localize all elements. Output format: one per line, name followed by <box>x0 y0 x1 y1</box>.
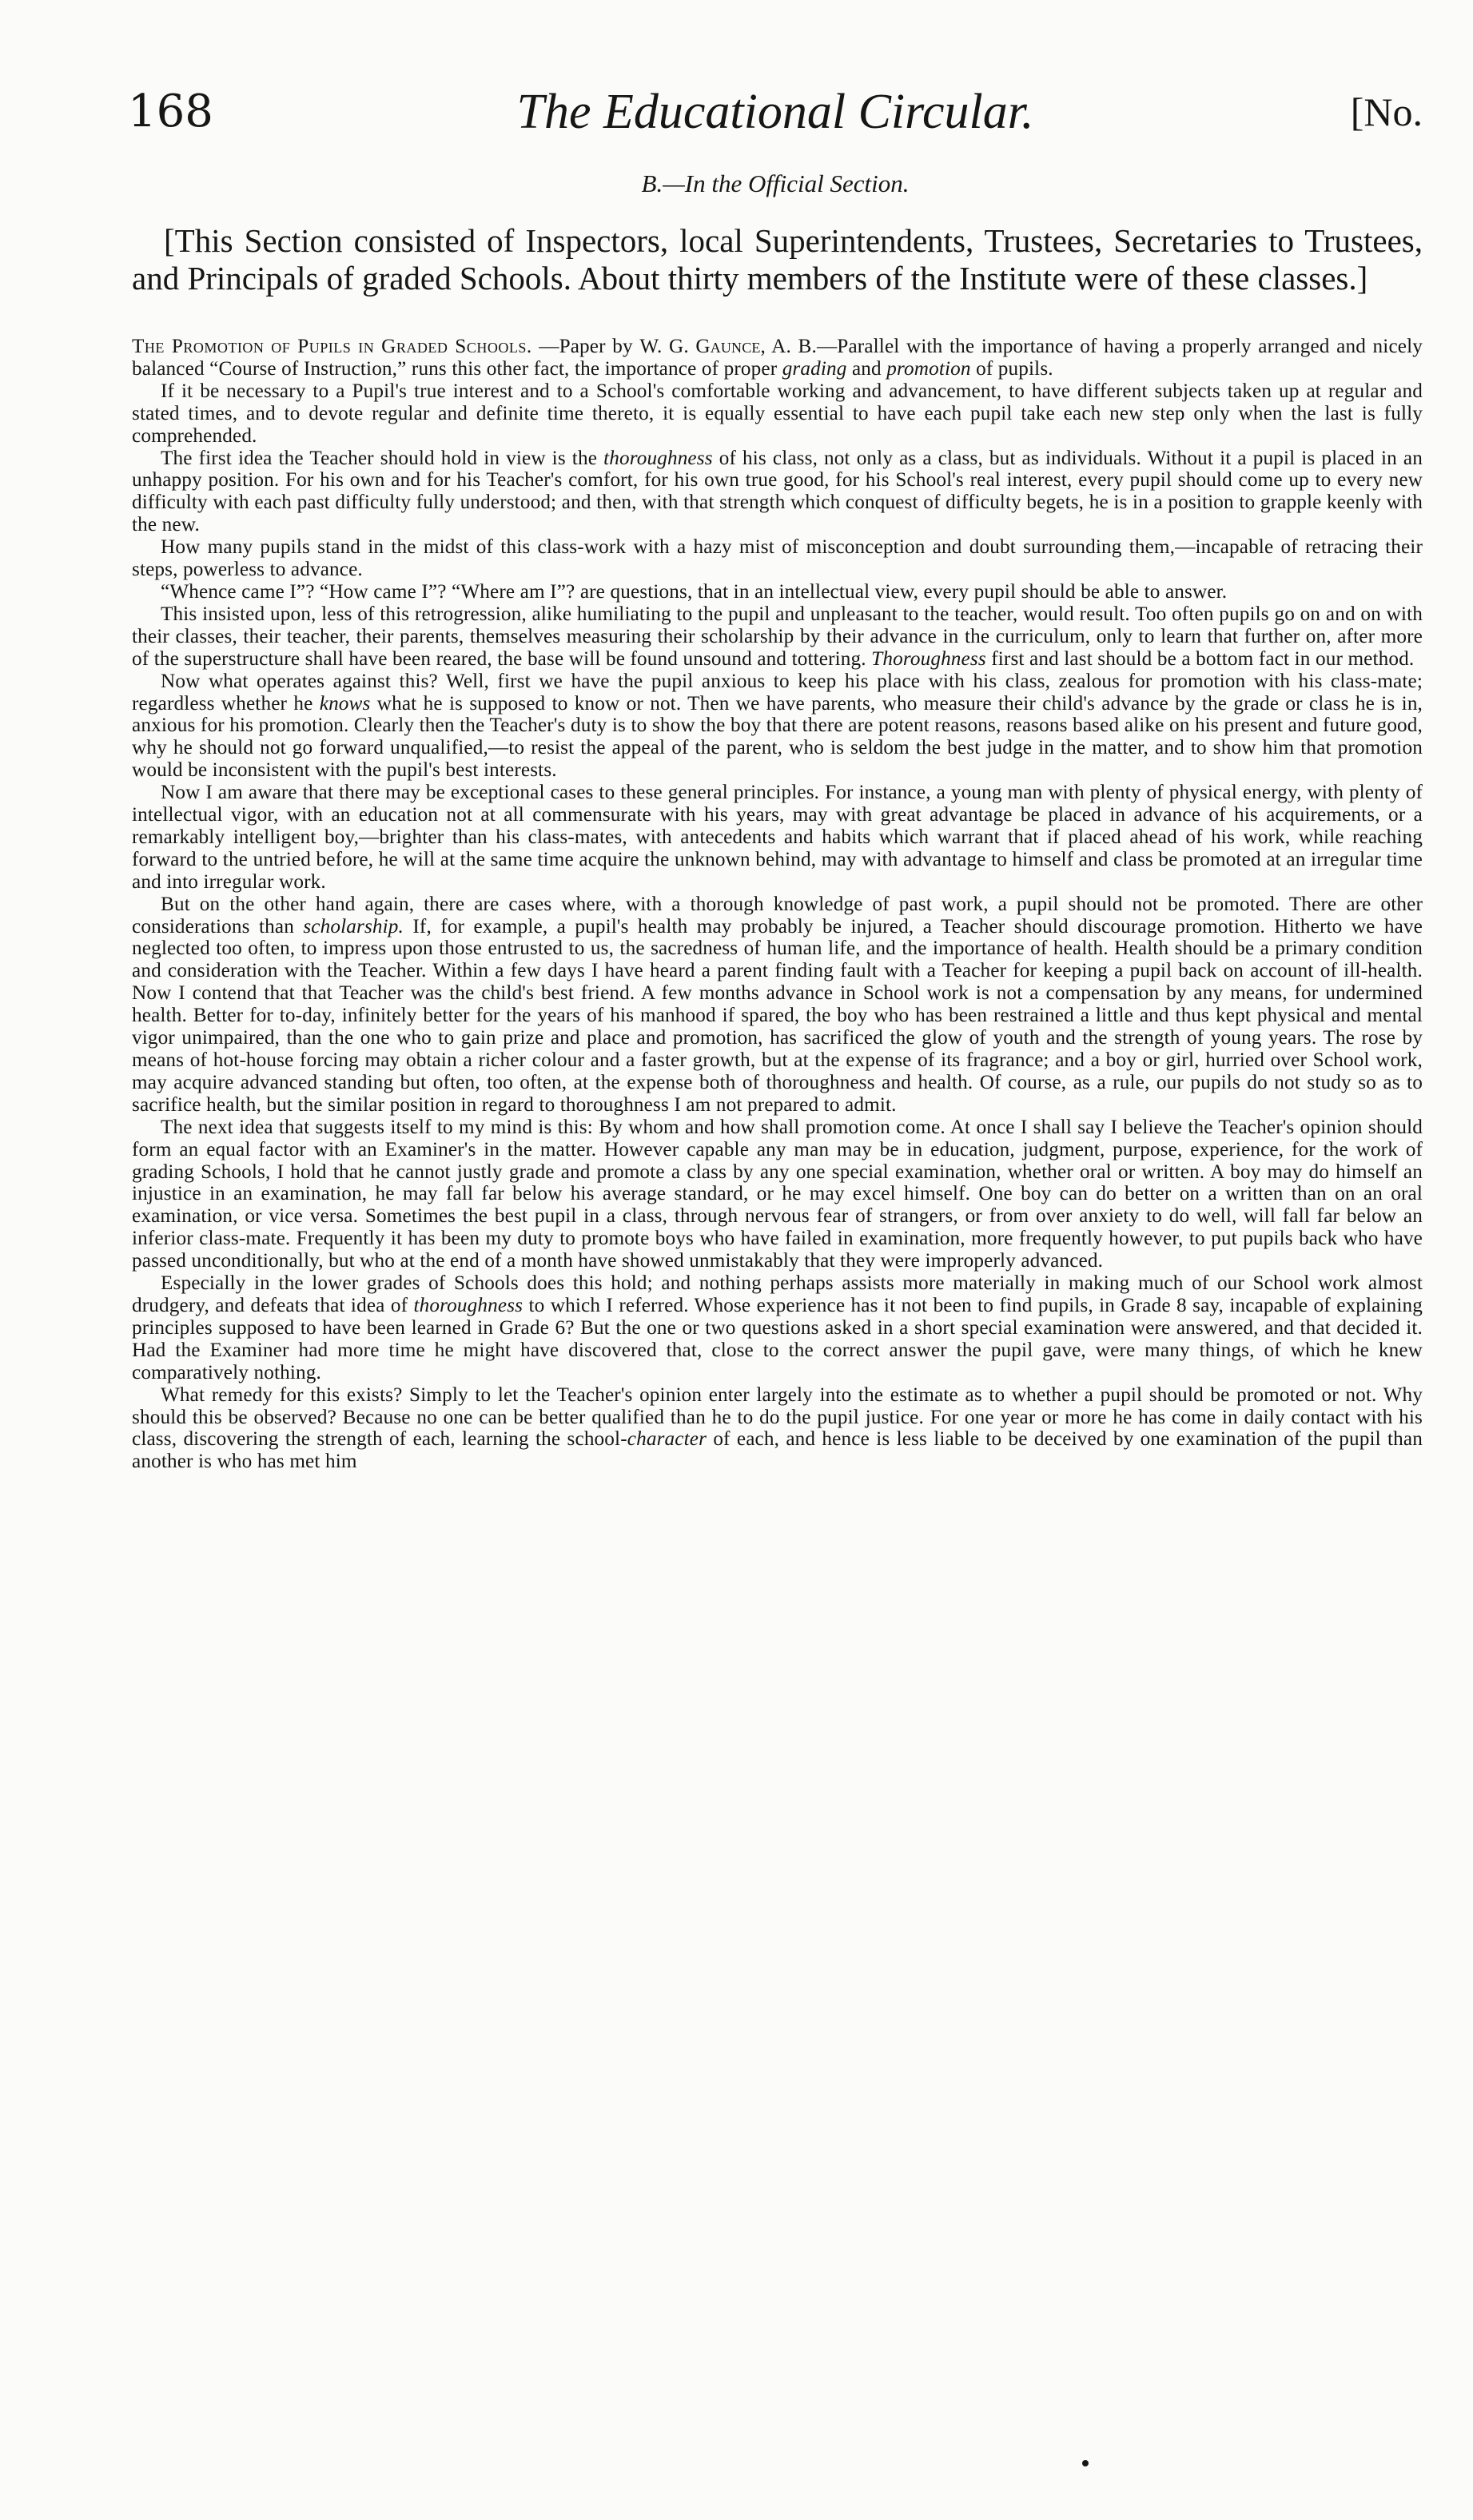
paragraph-5-text-a: This insisted upon, less of this retrogression, alike humiliating to the pupil and unpleasant to the teacher, would result. Too often pupils go on and on with their classes, their teacher, their parents, themselves measuring their scholarship by their advance in the curriculum, only to learn that further on, after more of the superstructure shall have been reared, the base will be found unsound and tottering. <box>132 603 1423 670</box>
page-number: 168 <box>128 86 213 137</box>
paragraph-1: If it be necessary to a Pupil's true interest and to a School's comfortable working and advancement, to have different subjects taken up at regular and stated times, and to devote regular and definite time thereto, it is equally essential to have each pupil take each new step only when the last is fully comprehended. <box>132 380 1423 447</box>
paragraph-8-text-a: But on the other hand again, there are cases where, with a thorough knowledge of past work, a pupil should not be promoted. There are other considerations than <box>132 893 1423 938</box>
paragraph-7: Now I am aware that there may be exceptional cases to these general principles. For instance, a young man with plenty of physical energy, with plenty of intellectual vigor, with an education not at all commensurate with his years, may with great advantage be placed in advance of his acquirements, or a remarkably intelligent boy,—brighter than his class-mates, with antecedents and habits which warrant that if placed ahead of his work, while reaching forward to the untried before, he will at the same time acquire the unknown behind, may with advantage to himself and class be promoted at an irregular time and into irregular work. <box>132 782 1423 893</box>
paragraph-10-text-b: to which I referred. Whose experience has it not been to find pupils, in Grade 8 say, incapable of explaining principles supposed to have been learned in Grade 6? But the one or two questions asked in a short special examination were answered, and that decided it. Had the Examiner had more time he might have discovered that, close to the correct answer the pupil gave, were many things, of which he knew comparatively nothing. <box>132 1294 1423 1383</box>
paragraph-10-emphasis: thoroughness <box>413 1294 524 1316</box>
paragraph-6-emphasis: knows <box>319 692 371 715</box>
page-header <box>128 80 1423 144</box>
paragraph-10 <box>132 1272 1423 1384</box>
paragraph-8-text-b: If, for example, a pupil's health may probably be injured, a Teacher should discourage promotion. Hitherto we have neglected too often, to impress upon those entrusted to us, the sacredness of human life, and the importance of health. Health should be a primary condition and consideration with the Teacher. Within a few days I have heard a parent finding fault with a Teacher for keeping a pupil back on account of ill-health. Now I contend that that Teacher was the child's best friend. A few months advance in School work is not a compensation by any means, for undermined health. Better for to-day, infinitely better for the years of his manhood if spared, the boy who has been restrained a little and thus kept physical and mental vigor unimpaired, than the one who to gain prize and place and promotion, has sacrificed the glow of youth and the strength of young years. The rose by means of hot-house forcing may obtain a richer colour and a faster growth, but at the expense of its fragrance; and a boy or girl, hurried over School work, may acquire advanced standing but often, too often, at the expense both of thoroughness and health. Of course, as a rule, our pupils do not study so as to sacrifice health, but the similar position in regard to thoroughness I am not prepared to admit. <box>132 915 1423 1116</box>
paragraph-6-text-b: what he is supposed to know or not. Then we have parents, who measure their child's advance by the grade or class he is in, anxious for his promotion. Clearly then the Teacher's duty is to show the boy that there are potent reasons, reasons based alike on his present and future good, why he should not go forward unqualified,—to resist the appeal of the parent, who is seldom the best judge in the matter, and to show him that promotion would be inconsistent with the pupil's best interests. <box>132 692 1423 782</box>
article-body <box>132 336 1423 1473</box>
paragraph-5 <box>132 603 1423 671</box>
lead-emphasis-promotion: promotion <box>886 357 971 380</box>
running-title: The Educational Circular. <box>516 85 1034 139</box>
lead-end-text: of pupils. <box>976 357 1053 380</box>
lead-emphasis-grading: grading <box>782 357 847 380</box>
lead-text: —Parallel with the importance of having a properly arranged and nicely balanced “Course of Instruction,” runs this other fact, the importance of proper <box>132 336 1423 380</box>
article-title: The Promotion of Pupils in Graded Schools. <box>132 336 532 357</box>
article-lead-paragraph <box>132 336 1423 380</box>
paragraph-8-emphasis: scholarship. <box>303 915 404 938</box>
section-heading: B.—In the Official Section. <box>641 169 910 197</box>
paragraph-11-emphasis: character <box>627 1428 707 1451</box>
paragraph-2 <box>132 448 1423 537</box>
paragraph-4: “Whence came I”? “How came I”? “Where am I”? are questions, that in an intellectual view, every pupil should be able to answer. <box>161 580 1228 603</box>
article-author: W. G. Gaunce, A. B. <box>639 336 817 357</box>
paragraph-8 <box>132 894 1423 1117</box>
paragraph-6-text-a: Now what operates against this? Well, first we have the pupil anxious to keep his place with his class, zealous for promotion with his class-mate; regardless whether he <box>132 670 1423 715</box>
paragraph-5-text-b: first and last should be a bottom fact in our method. <box>991 647 1415 670</box>
paragraph-11 <box>132 1384 1423 1474</box>
issue-label: [No. <box>1350 90 1423 134</box>
paragraph-6 <box>132 671 1423 782</box>
paper-by-text: —Paper by <box>539 336 633 357</box>
paragraph-5-emphasis: Thoroughness <box>871 647 986 670</box>
paragraph-11-text-a: What remedy for this exists? Simply to let the Teacher's opinion enter largely into the estimate as to whether a pupil should be promoted or not. Why should this be observed? Because no one can be better qualified than he to do the pupil justice. For one year or more he has come in daily contact with his class, discovering the strength of each, learning the school- <box>132 1383 1423 1451</box>
paragraph-9: The next idea that suggests itself to my mind is this: By whom and how shall promotion come. At once I shall say I believe the Teacher's opinion should form an equal factor with an Examiner's in the matter. However capable any man may be in education, judgment, purpose, experience, for the work of grading Schools, I hold that he cannot justly grade and promote a class by any one special examination, whether oral or written. A boy may do himself an injustice in an examination, he may fall far below his average standard, or he may excel himself. One boy can do better on a written than on an oral examination, or vice versa. Sometimes the best pupil in a class, through nervous fear of strangers, or from over anxiety to do well, will fall far below an inferior class-mate. Frequently it has been my duty to promote boys who have failed in examination, more frequently however, to put pupils back who have passed unconditionally, but who at the end of a month have showed unmistakably that they were improperly advanced. <box>132 1116 1423 1272</box>
paragraph-3: How many pupils stand in the midst of this class-work with a hazy mist of misconception and doubt surrounding them,—incapable of retracing their steps, powerless to advance. <box>132 536 1423 581</box>
paragraph-10-text-a: Especially in the lower grades of Schools does this hold; and nothing perhaps assists more materially in making much of our School work almost drudgery, and defeats that idea of <box>132 1272 1423 1316</box>
ink-speck <box>1082 2460 1089 2466</box>
paragraph-2-emphasis: thoroughness <box>603 447 713 469</box>
paragraph-2-text-b: of his class, not only as a class, but as individuals. Without it a pupil is placed in an unhappy position. For his own and for his Teacher's comfort, for his own true good, for his School's real interest, every pupil should come up to every new difficulty with each past difficulty fully understood; and then, with that strength which conquest of difficulty begets, he is in a position to grapple keenly with the new. <box>132 447 1423 536</box>
lead-and-text: and <box>851 357 882 380</box>
intro-note: [This Section consisted of Inspectors, local Superintendents, Trustees, Secretaries to Trustees, and Principals of graded Schools. About thirty members of the Institute were of these classes.] <box>132 222 1423 297</box>
paragraph-11-text-b: of each, and hence is less liable to be deceived by one examination of the pupil than another is who has met him <box>132 1428 1423 1473</box>
paragraph-2-text-a: The first idea the Teacher should hold in view is the <box>161 447 598 469</box>
